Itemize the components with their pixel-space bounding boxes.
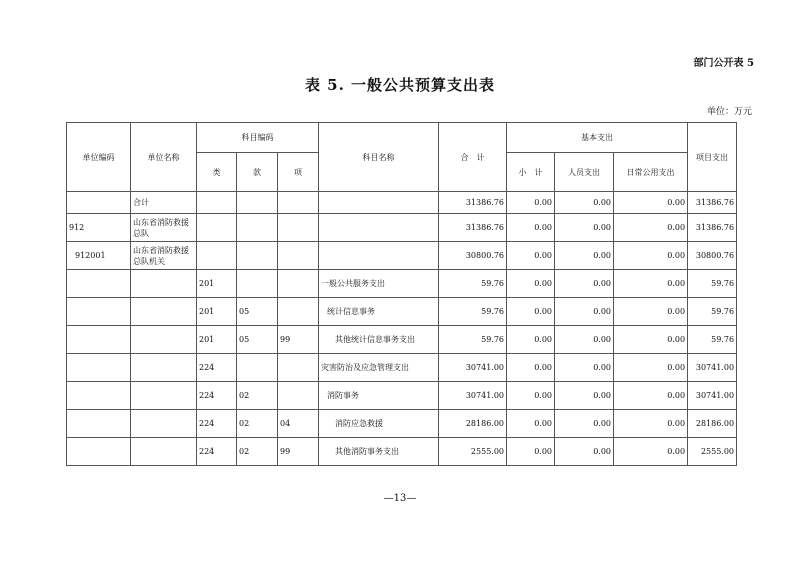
cell-unit-code: 912001 — [67, 242, 131, 270]
cell-project: 2555.00 — [688, 438, 737, 466]
cell-project: 30800.76 — [688, 242, 737, 270]
cell-unit-code — [67, 298, 131, 326]
cell-kuan — [237, 354, 278, 382]
cell-total: 28186.00 — [439, 410, 507, 438]
cell-project: 30741.00 — [688, 382, 737, 410]
cell-unit-name — [131, 410, 197, 438]
cell-subtotal: 0.00 — [507, 242, 555, 270]
cell-personnel: 0.00 — [555, 192, 614, 214]
cell-project: 59.76 — [688, 270, 737, 298]
cell-xiang — [278, 270, 319, 298]
cell-total: 31386.76 — [439, 214, 507, 242]
cell-public: 0.00 — [614, 410, 688, 438]
cell-total: 2555.00 — [439, 438, 507, 466]
cell-project: 28186.00 — [688, 410, 737, 438]
cell-lei: 201 — [197, 326, 237, 354]
cell-public: 0.00 — [614, 382, 688, 410]
table-row — [67, 214, 737, 242]
cell-xiang — [278, 354, 319, 382]
cell-kuan — [237, 192, 278, 214]
cell-public: 0.00 — [614, 438, 688, 466]
table-row — [67, 298, 737, 326]
table-row — [67, 438, 737, 466]
cell-unit-code: 912 — [67, 214, 131, 242]
cell-unit-code — [67, 438, 131, 466]
cell-personnel: 0.00 — [555, 242, 614, 270]
cell-subtotal: 0.00 — [507, 270, 555, 298]
table-row — [67, 242, 737, 270]
cell-subject-name — [319, 242, 439, 270]
cell-subject-name: 统计信息事务 — [319, 298, 439, 326]
cell-subtotal: 0.00 — [507, 382, 555, 410]
cell-personnel: 0.00 — [555, 410, 614, 438]
cell-unit-name: 山东省消防救援总队 — [131, 214, 197, 242]
cell-unit-name: 合计 — [131, 192, 197, 214]
cell-subject-name — [319, 214, 439, 242]
cell-unit-code — [67, 192, 131, 214]
cell-public: 0.00 — [614, 326, 688, 354]
cell-xiang — [278, 298, 319, 326]
cell-xiang: 99 — [278, 438, 319, 466]
cell-kuan: 02 — [237, 438, 278, 466]
cell-personnel: 0.00 — [555, 382, 614, 410]
cell-total: 59.76 — [439, 270, 507, 298]
cell-kuan: 02 — [237, 410, 278, 438]
cell-subject-name: 其他消防事务支出 — [319, 438, 439, 466]
cell-project: 59.76 — [688, 298, 737, 326]
cell-total: 30800.76 — [439, 242, 507, 270]
cell-subject-name: 其他统计信息事务支出 — [319, 326, 439, 354]
cell-xiang — [278, 382, 319, 410]
cell-public: 0.00 — [614, 270, 688, 298]
cell-personnel: 0.00 — [555, 270, 614, 298]
header-basic-expenditure: 基本支出 — [507, 123, 688, 153]
cell-unit-name — [131, 354, 197, 382]
header-xiang: 项 — [278, 153, 319, 192]
cell-lei: 201 — [197, 270, 237, 298]
cell-public: 0.00 — [614, 354, 688, 382]
cell-total: 59.76 — [439, 326, 507, 354]
cell-subtotal: 0.00 — [507, 192, 555, 214]
header-total: 合 计 — [439, 123, 507, 192]
cell-public: 0.00 — [614, 192, 688, 214]
header-unit-name: 单位名称 — [131, 123, 197, 192]
cell-subtotal: 0.00 — [507, 410, 555, 438]
cell-project: 30741.00 — [688, 354, 737, 382]
cell-project: 31386.76 — [688, 214, 737, 242]
table-row — [67, 354, 737, 382]
cell-subtotal: 0.00 — [507, 354, 555, 382]
header-subtotal: 小 计 — [507, 153, 555, 192]
table-row — [67, 382, 737, 410]
cell-public: 0.00 — [614, 214, 688, 242]
unit-label: 单位：万元 — [706, 107, 752, 117]
cell-unit-code — [67, 354, 131, 382]
cell-unit-name — [131, 382, 197, 410]
page-number: —13— — [383, 493, 417, 504]
cell-unit-name — [131, 298, 197, 326]
cell-total: 59.76 — [439, 298, 507, 326]
cell-unit-name — [131, 438, 197, 466]
table-row — [67, 326, 737, 354]
table-row — [67, 410, 737, 438]
cell-subtotal: 0.00 — [507, 214, 555, 242]
cell-xiang: 99 — [278, 326, 319, 354]
cell-lei — [197, 214, 237, 242]
cell-lei — [197, 242, 237, 270]
cell-subject-name: 一般公共服务支出 — [319, 270, 439, 298]
header-project-expenditure: 项目支出 — [688, 123, 737, 192]
cell-total: 30741.00 — [439, 382, 507, 410]
header-kuan: 款 — [237, 153, 278, 192]
cell-kuan: 05 — [237, 326, 278, 354]
budget-expenditure-table — [66, 122, 737, 466]
cell-total: 30741.00 — [439, 354, 507, 382]
header-subject-name: 科目名称 — [319, 123, 439, 192]
cell-lei: 201 — [197, 298, 237, 326]
cell-lei: 224 — [197, 382, 237, 410]
cell-subtotal: 0.00 — [507, 438, 555, 466]
table-number-tag: 部门公开表 5 — [693, 58, 754, 69]
cell-public: 0.00 — [614, 242, 688, 270]
cell-xiang — [278, 214, 319, 242]
cell-kuan — [237, 242, 278, 270]
cell-unit-code — [67, 410, 131, 438]
cell-personnel: 0.00 — [555, 354, 614, 382]
header-unit-code: 单位编码 — [67, 123, 131, 192]
cell-subtotal: 0.00 — [507, 326, 555, 354]
header-subject-code: 科目编码 — [197, 123, 319, 153]
header-lei: 类 — [197, 153, 237, 192]
cell-xiang: 04 — [278, 410, 319, 438]
cell-personnel: 0.00 — [555, 438, 614, 466]
cell-unit-code — [67, 270, 131, 298]
cell-personnel: 0.00 — [555, 298, 614, 326]
cell-lei: 224 — [197, 354, 237, 382]
cell-unit-name — [131, 270, 197, 298]
cell-project: 31386.76 — [688, 192, 737, 214]
cell-kuan — [237, 214, 278, 242]
cell-kuan: 02 — [237, 382, 278, 410]
cell-total: 31386.76 — [439, 192, 507, 214]
cell-lei — [197, 192, 237, 214]
cell-kuan — [237, 270, 278, 298]
cell-personnel: 0.00 — [555, 214, 614, 242]
cell-xiang — [278, 192, 319, 214]
table-row — [67, 192, 737, 214]
cell-unit-name: 山东省消防救援总队机关 — [131, 242, 197, 270]
cell-subtotal: 0.00 — [507, 298, 555, 326]
cell-subject-name: 消防应急救援 — [319, 410, 439, 438]
cell-lei: 224 — [197, 438, 237, 466]
cell-lei: 224 — [197, 410, 237, 438]
cell-subject-name: 消防事务 — [319, 382, 439, 410]
cell-unit-code — [67, 382, 131, 410]
cell-unit-code — [67, 326, 131, 354]
header-personnel: 人员支出 — [555, 153, 614, 192]
cell-subject-name — [319, 192, 439, 214]
cell-xiang — [278, 242, 319, 270]
header-public: 日常公用支出 — [614, 153, 688, 192]
cell-kuan: 05 — [237, 298, 278, 326]
cell-project: 59.76 — [688, 326, 737, 354]
cell-subject-name: 灾害防治及应急管理支出 — [319, 354, 439, 382]
table-row — [67, 270, 737, 298]
page-title: 表 5. 一般公共预算支出表 — [304, 76, 496, 94]
cell-unit-name — [131, 326, 197, 354]
cell-personnel: 0.00 — [555, 326, 614, 354]
cell-public: 0.00 — [614, 298, 688, 326]
